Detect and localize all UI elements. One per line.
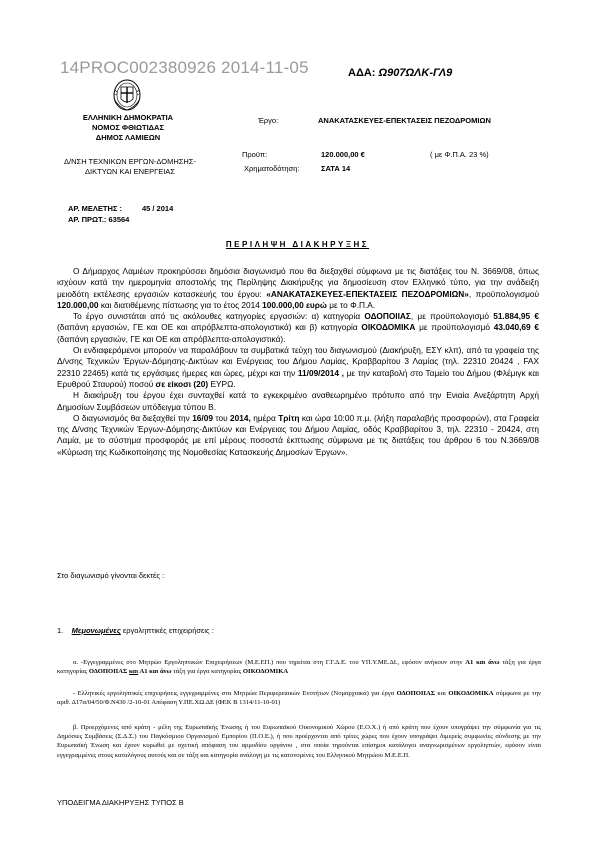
notice-body: [57, 266, 539, 458]
eligibility-clause-b: β. Προερχόμενες από κράτη - μέλη της Ευρωπαϊκής Ένωσης ή του Ευρωπαϊκού Οικονομικού Χώρου (Ε.Ο.Χ.) ή από κράτη που έχουν υπογράψει την σύμφωνία για τις Δημόσιες Συμβάσεις (Σ.Δ.Σ.) του Παγκόσμιου Οργανισμού Εμπορίου (Π.Ο.Ε.), ή που προέρχονται από τρίτες χώρες που έχουν υπογράψει διμερείς συμφωνίες σύνδεσης με την Ευρωπαϊκή Ένωση και έχουν κυρωθεί με σχετική απόφαση του αρμοδίου οργάνου , στα οποία τηρούνται επίσημοι κατάλογοι αναγνωρισμένων εργοληπτών, εφόσον είναι εγγεγραμμένες στους καταλόγους αυτούς και σε τάξη και κατηγορία ανάλογη με τις κατονομένες του Ελληνικού Μητρώου Μ.Ε.Ε.Π.: [57, 724, 541, 759]
greek-coat-of-arms-icon: [110, 78, 144, 112]
eligibility-clause-regional: - Ελληνικές εργοληπτικές επιχειρήσεις εγγεγραμμένες στα Μητρώα Περιφερειακών Ενοτήτων (Νομαρχιακά) για έργα ΟΔΟΠΟΙΙΑΣ και ΟΙΚΟΔΟΜΙΚΑ σύμφωνα με την αριθ. Δ17α/04/50/Φ.Ν430 /2-10-01 Απόφαση Υ.ΠΕ.ΧΩ.ΔΕ (ΦΕΚ Β 1314/11-10-01): [57, 690, 542, 707]
budget-label: Προϋπ:: [242, 150, 268, 159]
paragraph-documents: Οι ενδιαφερόμενοι μπορούν να παραλάβουν τα συμβατικά τεύχη του διαγωνισμού (Διακήρυξη, ΕΣΥ κλπ), από τα γραφεία της Δ/νσης Τεχνικών Έργων-Δόμησης-Δικτύων και Ενέργειας του Δήμου Λαμίας, Κραββαρίτου 3 Λαμίας (τηλ. 22310 20424 , FAX 22310 22465) κατά τις εργάσιμες ήμερες και ώρες, μέχρι και την 11/09/2014 , με την καταβολή στο Ταμείο του Δήμου (Φλέμιγκ και Ερυθρού Σταυρού) ποσού σε είκοσι (20) ΕΥΡΩ.: [57, 345, 539, 389]
ada-value: Ω907ΩΛΚ-ΓΛ9: [378, 67, 453, 79]
department-header: [46, 157, 214, 177]
page-footer: ΥΠΟΔΕΙΓΜΑ ΔΙΑΚΗΡΥΞΗΣ ΤΥΠΟΣ Β: [57, 798, 184, 807]
ada-code: [348, 67, 452, 79]
document-watermark: 14PROC002380926 2014-11-05: [60, 58, 309, 77]
budget-value: 120.000,00 €: [321, 150, 365, 159]
financing-value: ΣΑΤΑ 14: [321, 164, 351, 173]
authority-header: [58, 113, 198, 143]
ada-label: ΑΔΑ:: [348, 67, 376, 79]
project-label: Έργο:: [258, 116, 279, 125]
paragraph-tender-date: Ο διαγωνισμός θα διεξαχθεί την 16/09 του 2014, ημέρα Τρίτη και ώρα 10:00 π.μ. (λήξη παραλαβής προσφορών), στα Γραφεία της Δ/νσης Τεχνικών Έργων-Δόμησης-Δικτύων και Ενέργειας του Δήμου Λαμίας, οδός Κραββαρίτου 3, τηλ. 22310 - 20424, στη Λαμία, με το σύστημα προσφοράς με επί μέρους ποσοστά έκπτωσης σύμφωνα με τις διατάξεις του άρθρου 6 του Ν.3669/08 «Κύρωση της Κωδικοποίησης της Νομοθεσίας Κατασκευής Δημοσίων Έργων».: [57, 412, 539, 457]
study-number-label: ΑΡ. ΜΕΛΕΤΗΣ :: [68, 204, 122, 213]
bidders-intro: Στο διαγωνισμό γίνονται δεκτές :: [57, 571, 165, 580]
eligibility-clause-a: α. -Εγγεγραμμένες στο Μητρώο Εργοληπτικών Επιχειρήσεων (Μ.Ε.ΕΠ.) που τηρείται στη Γ.Γ.Δ.Ε. του ΥΠ.Υ.ΜΕ.ΔΙ., εφόσον ανήκουν στην Α1 και άνω τάξη για έργα κατηγορίας ΟΔΟΠΟΙΙΑΣ και Α1 και άνω τάξη για έργα κατηγορίας ΟΙΚΟΔΟΜΙΚΑ: [57, 659, 541, 676]
paragraph-template: Η διακήρυξη του έργου έχει συνταχθεί κατά το εγκεκριμένο αναθεωρημένο πρότυπο από την Ενιαία Ανεξάρτητη Αρχή Δημοσίων Συμβάσεων υπόδειγμα τύπου Β.: [57, 390, 539, 412]
department-line-1: Δ/ΝΣΗ ΤΕΧΝΙΚΩΝ ΕΡΓΩΝ-ΔΟΜΗΣΗΣ-: [64, 157, 196, 166]
financing-label: Χρηματοδότηση:: [244, 164, 300, 173]
authority-line-3: ΔΗΜΟΣ ΛΑΜΙΕΩΝ: [95, 133, 161, 142]
vat-note: ( με Φ.Π.Α. 23 %): [430, 150, 489, 159]
study-reference: [68, 203, 173, 225]
protocol-number-label: ΑΡ. ΠΡΩΤ.:: [68, 215, 107, 224]
authority-line-2: ΝΟΜΟΣ ΦΘΙΩΤΙΔΑΣ: [92, 123, 164, 132]
paragraph-work-categories: Το έργο συνιστάται από τις ακόλουθες κατηγορίες εργασιών: α) κατηγορία ΟΔΟΠΟΙΙΑΣ, με προϋπολογισμό 51.884,95 € (δαπάνη εργασιών, ΓΕ και ΟΕ και απρόβλεπτα-απολογιστικά) και β) κατηγορία ΟΙΚΟΔΟΜΙΚΑ με προϋπολογισμό 43.040,69 € (δαπάνη εργασιών, ΓΕ και ΟΕ και απρόβλεπτα-απολογιστικά).: [57, 311, 539, 344]
paragraph-announcement: Ο Δήμαρχος Λαμιέων προκηρύσσει δημόσια διαγωνισμό που θα διεξαχθεί σύμφωνα με τις διατάξεις του Ν. 3669/08, όπως ισχύουν κατά την ημερομηνία αποστολής της Περίληψης Διακήρυξης για δημοσίευση στον Ελληνικό τύπο, για την ανάδειξη μειοδότη εκτέλεσης εργασιών κατασκευής του έργου: «ΑΝΑΚΑΤΑΣΚΕΥΕΣ-ΕΠΕΚΤΑΣΕΙΣ ΠΕΖΟΔΡΟΜΙΩΝ», προϋπολογισμού 120.000,00 και διατιθέμενης πίστωσης για το έτος 2014 100.000,00 ευρώ με το Φ.Π.Α.: [57, 266, 540, 310]
department-line-2: ΔΙΚΤΥΩΝ ΚΑΙ ΕΝΕΡΓΕΙΑΣ: [85, 167, 175, 176]
page-title: ΠΕΡΙΛΗΨΗ ΔΙΑΚΗΡΥΞΗΣ: [225, 240, 370, 249]
study-number-value: 45 / 2014: [141, 204, 174, 213]
authority-line-1: ΕΛΛΗΝΙΚΗ ΔΗΜΟΚΡΑΤΙΑ: [82, 113, 174, 122]
project-value: ΑΝΑΚΑΤΑΣΚΕΥΕΣ-ΕΠΕΚΤΑΣΕΙΣ ΠΕΖΟΔΡΟΜΙΩΝ: [318, 116, 491, 125]
protocol-number-value: 63564: [108, 215, 130, 224]
eligibility-item-1: 1. Μεμονωμένες εργοληπτικές επιχειρήσεις :: [57, 626, 214, 635]
